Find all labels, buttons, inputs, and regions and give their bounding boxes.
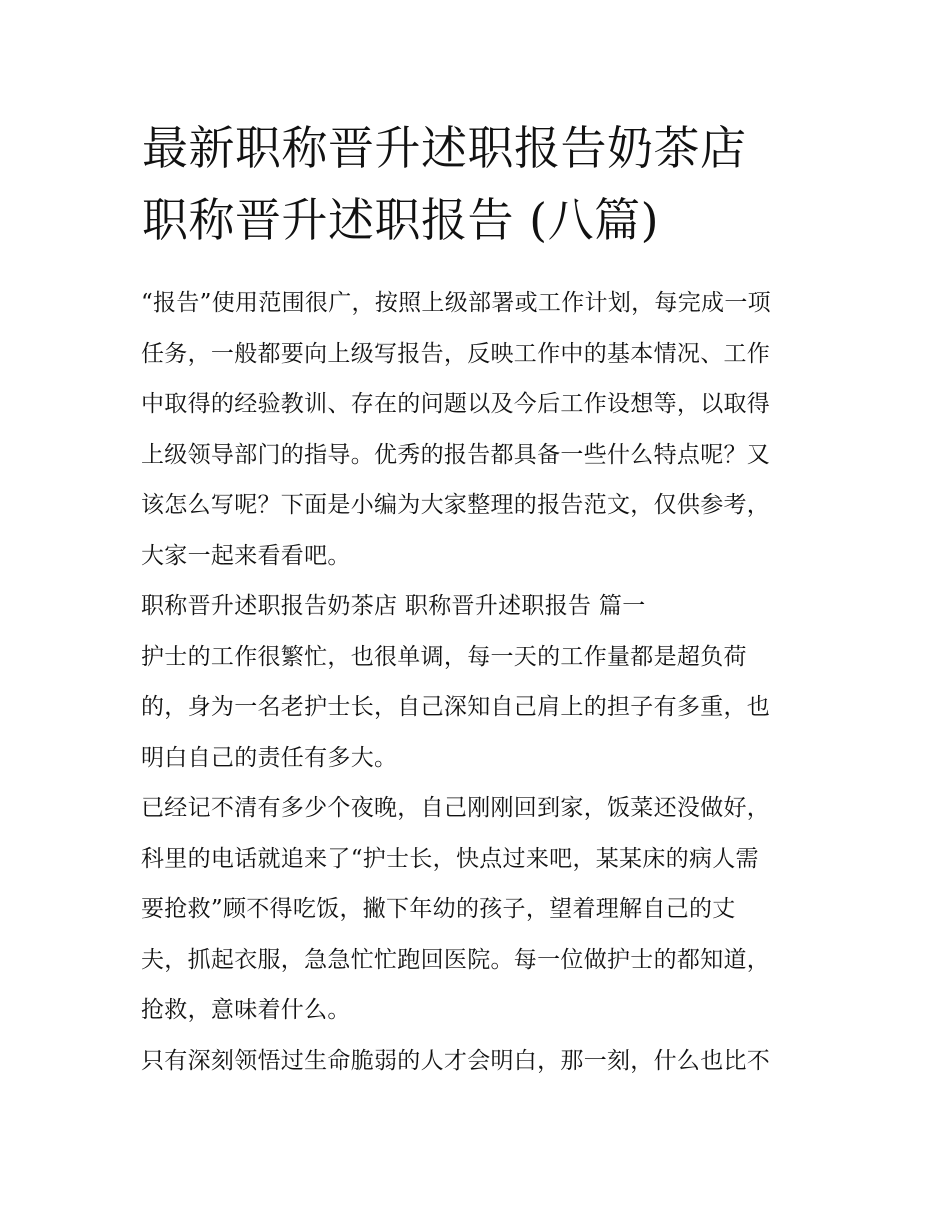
intro-line-2: 任务，一般都要向上级写报告，反映工作中的基本情况、工作 <box>141 340 771 367</box>
document-title <box>142 112 842 256</box>
intro-line-3: 中取得的经验教训、存在的问题以及今后工作设想等，以取得 <box>141 391 771 417</box>
document-body <box>141 278 821 1086</box>
paragraph-1-line-3: 明白自己的责任有多大。 <box>141 744 398 771</box>
paragraph-1-line-2: 的，身为一名老护士长，自己深知自己肩上的担子有多重，也 <box>141 694 771 720</box>
paragraph-2-line-1: 已经记不清有多少个夜晚，自己刚刚回到家，饭菜还没做好， <box>141 795 771 821</box>
title-line-2: 职称晋升述职报告 (八篇) <box>142 193 660 247</box>
intro-line-1: “报告”使用范围很广，按照上级部署或工作计划，每完成一项 <box>141 290 771 316</box>
paragraph-2-line-5: 抢救，意味着什么。 <box>141 997 351 1023</box>
paragraph-3-line-1: 只有深刻领悟过生命脆弱的人才会明白，那一刻，什么也比不 <box>141 1047 771 1074</box>
paragraph-2-line-3: 要抢救”顾不得吃饭，撇下年幼的孩子，望着理解自己的丈 <box>141 896 736 922</box>
paragraph-2-line-2: 科里的电话就追来了“护士长，快点过来吧，某某床的病人需 <box>141 845 759 872</box>
paragraph-2-line-4: 夫，抓起衣服，急急忙忙跑回医院。每一位做护士的都知道， <box>141 946 771 973</box>
section-heading: 职称晋升述职报告奶茶店 职称晋升述职报告 篇一 <box>141 593 646 619</box>
intro-line-5: 该怎么写呢？下面是小编为大家整理的报告范文，仅供参考， <box>141 492 771 518</box>
intro-line-4: 上级领导部门的指导。优秀的报告都具备一些什么特点呢？又 <box>141 441 771 468</box>
paragraph-1-line-1: 护士的工作很繁忙，也很单调，每一天的工作量都是超负荷 <box>141 643 747 670</box>
intro-line-6: 大家一起来看看吧。 <box>141 542 351 569</box>
title-line-1: 最新职称晋升述职报告奶茶店 <box>142 121 747 175</box>
